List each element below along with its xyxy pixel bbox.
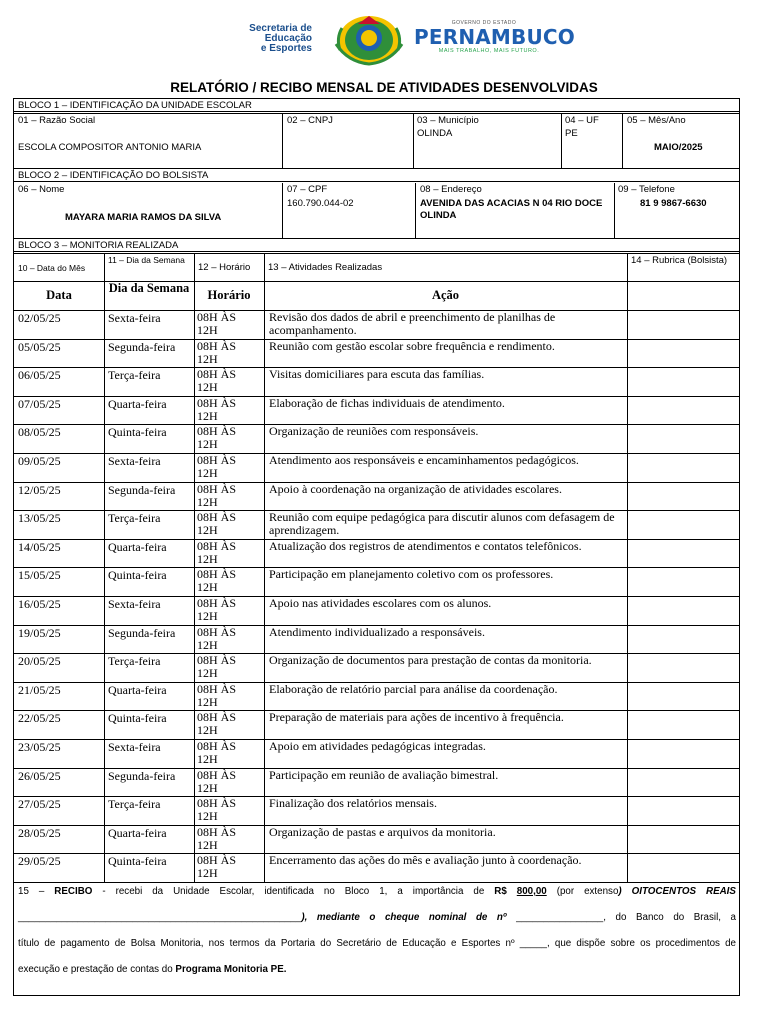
row-horario: 08H ÀS 12H — [197, 395, 237, 423]
receipt-banco: , do Banco do Brasil, a — [603, 912, 736, 923]
row-horario: 08H ÀS 12H — [197, 681, 237, 709]
divider — [14, 113, 739, 114]
row-horario: 08H ÀS 12H — [197, 367, 237, 395]
horario-header: Horário — [207, 288, 251, 302]
row-data: 06/05/25 — [18, 368, 61, 383]
cnpj-label: 02 – CNPJ — [287, 115, 333, 126]
receipt-program: Programa Monitoria PE — [175, 964, 284, 975]
row-acao: Revisão dos dados de abril e preenchimento de planilhas de acompanhamento. — [269, 310, 556, 337]
col10-label: 10 – Data do Mês — [18, 263, 86, 273]
row-horario: 08H ÀS 12H — [197, 567, 237, 595]
divider — [622, 113, 623, 168]
municipio-label: 03 – Município — [417, 115, 479, 126]
pernambuco-logo — [414, 20, 574, 54]
row-horario: 08H ÀS 12H — [197, 710, 237, 738]
receipt-line-1 — [18, 886, 736, 898]
col14-label: 14 – Rubrica (Bolsista) — [631, 255, 728, 266]
receipt-line-4 — [18, 964, 736, 976]
receipt-line-3 — [18, 938, 736, 950]
row-dia: Quinta-feira — [108, 854, 167, 869]
row-horario: 08H ÀS 12H — [197, 424, 237, 452]
row-horario: 08H ÀS 12H — [197, 853, 237, 881]
receipt-mediante: ), mediante o cheque nominal de nº — [301, 912, 507, 923]
divider — [282, 113, 283, 168]
mes-ano-value: MAIO/2025 — [654, 142, 703, 153]
receipt-por-extenso: (por extenso — [556, 886, 619, 897]
row-acao: Atualização dos registros de atendimentos e contatos telefônicos. — [269, 538, 582, 553]
row-horario: 08H ÀS 12H — [197, 538, 237, 566]
page-title: RELATÓRIO / RECIBO MENSAL DE ATIVIDADES DESENVOLVIDAS — [170, 80, 598, 95]
col11-label: 11 – Dia da Semana — [108, 255, 185, 265]
uf-label: 04 – UF — [565, 115, 599, 126]
row-acao: Organização de reuniões com responsáveis. — [269, 424, 479, 439]
row-acao: Atendimento individualizado a responsáveis. — [269, 624, 485, 639]
bloco1-title: BLOCO 1 – IDENTIFICAÇÃO DA UNIDADE ESCOLAR — [14, 99, 739, 112]
receipt-execucao: execução e prestação de contas do — [18, 964, 173, 975]
row-data: 07/05/25 — [18, 396, 61, 411]
row-dia: Sexta-feira — [108, 454, 161, 468]
header-logos — [0, 14, 768, 66]
divider — [14, 882, 739, 883]
bloco2-title: BLOCO 2 – IDENTIFICAÇÃO DO BOLSISTA — [14, 169, 739, 182]
receipt-prefix: 15 – — [18, 886, 45, 897]
receipt-currency: R$ — [494, 886, 507, 897]
row-data: 14/05/25 — [18, 539, 61, 554]
cpf-value: 160.790.044-02 — [287, 198, 354, 209]
row-data: 13/05/25 — [18, 511, 61, 526]
receipt-dispoe: , que dispõe sobre os procedimentos de — [546, 938, 736, 949]
row-dia: Segunda-feira — [108, 339, 176, 354]
receipt-blank-1: ____________________________________________________ — [18, 912, 302, 923]
telefone-value: 81 9 9867-6630 — [640, 198, 707, 209]
row-horario: 08H ÀS 12H — [197, 453, 237, 480]
row-data: 27/05/25 — [18, 797, 61, 812]
row-dia: Quarta-feira — [108, 539, 167, 554]
row-dia: Quinta-feira — [108, 568, 167, 583]
row-data: 29/05/25 — [18, 854, 61, 869]
row-acao: Organização de pastas e arquivos da monitoria. — [269, 824, 496, 839]
row-dia: Segunda-feira — [108, 482, 176, 497]
row-acao: Encerramento das ações do mês e avaliação junto à coordenação. — [269, 853, 582, 868]
col12-label: 12 – Horário — [198, 262, 251, 273]
row-acao: Reunião com gestão escolar sobre frequência e rendimento. — [269, 338, 555, 353]
row-dia: Sexta-feira — [108, 597, 161, 611]
cpf-label: 07 – CPF — [287, 184, 328, 195]
row-data: 09/05/25 — [18, 454, 61, 468]
nome-label: 06 – Nome — [18, 184, 65, 195]
pernambuco-coat-of-arms-icon — [328, 14, 410, 66]
row-dia: Quarta-feira — [108, 825, 167, 840]
row-horario: 08H ÀS 12H — [197, 596, 237, 623]
dia-semana-header: Dia da Semana — [108, 281, 190, 295]
telefone-label: 09 – Telefone — [618, 184, 675, 195]
row-acao: Organização de documentos para prestação de contas da monitoria. — [269, 653, 592, 668]
row-dia: Terça-feira — [108, 368, 161, 383]
row-data: 16/05/25 — [18, 597, 61, 611]
divider — [561, 113, 562, 168]
row-dia: Quinta-feira — [108, 711, 167, 726]
row-horario: 08H ÀS 12H — [197, 310, 237, 337]
pernambuco-wordmark: PERNAMBUCO — [414, 25, 576, 49]
receipt-blank-3: _____ — [519, 938, 547, 949]
mes-ano-label: 05 – Mês/Ano — [627, 115, 686, 126]
divider — [415, 183, 416, 238]
row-data: 05/05/25 — [18, 339, 61, 354]
divider — [104, 253, 105, 882]
divider — [264, 253, 265, 882]
row-data: 26/05/25 — [18, 768, 61, 783]
data-header: Data — [46, 288, 72, 302]
row-acao: Finalização dos relatórios mensais. — [269, 796, 437, 811]
row-data: 08/05/25 — [18, 425, 61, 440]
uf-value: PE — [565, 128, 578, 139]
row-horario: 08H ÀS 12H — [197, 767, 237, 795]
row-horario: 08H ÀS 12H — [197, 739, 237, 766]
row-acao: Participação em planejamento coletivo com os professores. — [269, 567, 554, 582]
row-acao: Apoio à coordenação na organização de atividades escolares. — [269, 481, 562, 496]
row-horario: 08H ÀS 12H — [197, 338, 237, 366]
receipt-amount-words: ) OITOCENTOS REAIS — [618, 886, 736, 897]
row-data: 19/05/25 — [18, 625, 61, 640]
secretaria-line-2: Educação — [264, 33, 312, 44]
row-data: 12/05/25 — [18, 482, 61, 497]
receipt-period: . — [283, 964, 287, 975]
row-acao: Reunião com equipe pedagógica para discutir alunos com defasagem de aprendizagem. — [269, 510, 615, 538]
row-acao: Visitas domiciliares para escuta das famílias. — [269, 367, 485, 382]
receipt-line-2 — [18, 912, 736, 924]
municipio-value: OLINDA — [417, 128, 453, 139]
divider — [614, 183, 615, 238]
secretaria-logo — [232, 24, 312, 54]
receipt-text-1: - recebi da Unidade Escolar, identificada no Bloco 1, a importância de — [102, 886, 485, 897]
row-dia: Sexta-feira — [108, 740, 161, 754]
row-horario: 08H ÀS 12H — [197, 824, 237, 852]
row-dia: Segunda-feira — [108, 625, 176, 640]
row-data: 20/05/25 — [18, 654, 61, 669]
row-horario: 08H ÀS 12H — [197, 510, 237, 538]
secretaria-line-3: e Esportes — [260, 43, 312, 54]
divider — [282, 183, 283, 238]
bloco3-title: BLOCO 3 – MONITORIA REALIZADA — [14, 239, 739, 252]
row-dia: Terça-feira — [108, 654, 161, 669]
receipt-blank-2: ________________ — [516, 912, 604, 923]
row-horario: 08H ÀS 12H — [197, 796, 237, 824]
row-acao: Apoio em atividades pedagógicas integradas. — [269, 739, 486, 753]
row-dia: Quinta-feira — [108, 425, 167, 440]
divider — [413, 113, 414, 168]
razao-social-value: ESCOLA COMPOSITOR ANTONIO MARIA — [18, 142, 202, 153]
row-acao: Elaboração de relatório parcial para análise da coordenação. — [269, 681, 558, 696]
row-data: 02/05/25 — [18, 311, 61, 325]
secretaria-line-1: Secretaria de — [249, 23, 312, 34]
row-horario: 08H ÀS 12H — [197, 653, 237, 681]
receipt-word: RECIBO — [54, 886, 93, 897]
row-acao: Atendimento aos responsáveis e encaminhamentos pedagógicos. — [269, 453, 579, 467]
row-acao: Preparação de materiais para ações de incentivo à frequência. — [269, 710, 564, 725]
row-horario: 08H ÀS 12H — [197, 624, 237, 652]
endereco-value: AVENIDA DAS ACACIAS N 04 RIO DOCE OLINDA — [420, 198, 603, 221]
endereco-label: 08 – Endereço — [420, 184, 482, 195]
col13-label: 13 – Atividades Realizadas — [268, 262, 383, 273]
receipt-titulo: título de pagamento de Bolsa Monitoria, nos termos da Portaria do Secretário de Educação e Esportes nº — [18, 938, 515, 949]
row-data: 28/05/25 — [18, 825, 61, 840]
row-data: 21/05/25 — [18, 682, 61, 697]
row-horario: 08H ÀS 12H — [197, 481, 237, 509]
divider — [627, 253, 628, 882]
pernambuco-slogan: MAIS TRABALHO, MAIS FUTURO. — [438, 48, 540, 54]
row-data: 22/05/25 — [18, 711, 61, 726]
row-acao: Elaboração de fichas individuais de atendimento. — [269, 395, 505, 410]
row-dia: Terça-feira — [108, 797, 161, 812]
row-dia: Sexta-feira — [108, 311, 161, 325]
row-dia: Quarta-feira — [108, 396, 167, 411]
nome-value: MAYARA MARIA RAMOS DA SILVA — [65, 212, 222, 223]
row-acao: Apoio nas atividades escolares com os alunos. — [269, 596, 492, 610]
row-acao: Participação em reunião de avaliação bimestral. — [269, 767, 499, 782]
row-dia: Segunda-feira — [108, 768, 176, 783]
razao-social-label: 01 – Razão Social — [18, 115, 96, 126]
row-data: 15/05/25 — [18, 568, 61, 583]
acao-header: Ação — [431, 288, 460, 302]
row-dia: Quarta-feira — [108, 682, 167, 697]
row-data: 23/05/25 — [18, 740, 61, 754]
divider — [194, 253, 195, 882]
receipt-amount: 800,00 — [516, 886, 547, 897]
row-dia: Terça-feira — [108, 511, 161, 526]
governo-label: GOVERNO DO ESTADO — [451, 20, 517, 26]
